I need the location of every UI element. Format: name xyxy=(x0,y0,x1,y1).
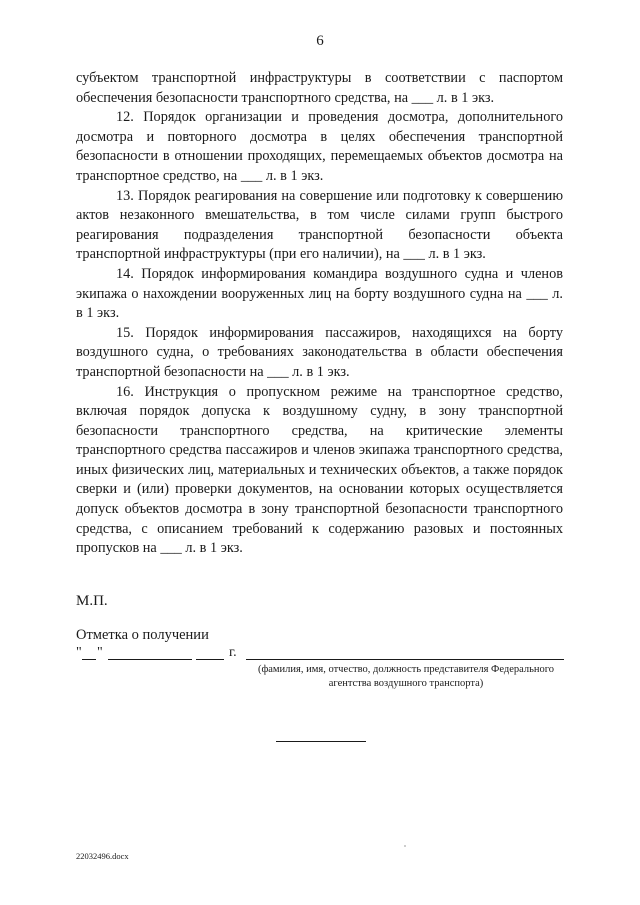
paragraph-item-13: 13. Порядок реагирования на совершение или подготовку к совершению актов незаконного вмешательства, в том числе силами групп быстрого реагирования подразделения транспортной безопасности объекта транспортной инфраструктуры (при его наличии), на ___ л. в 1 экз. xyxy=(76,187,563,263)
day-blank-line xyxy=(82,659,96,660)
year-blank-line xyxy=(196,659,224,660)
day-close-quote: " xyxy=(97,645,103,660)
paragraph-item-14: 14. Порядок информирования командира воздушного судна и членов экипажа о нахождении вооруженных лиц на борту воздушного судна на ___ л. в 1 экз. xyxy=(76,265,563,322)
month-blank-line xyxy=(108,659,192,660)
day-open-quote: " xyxy=(76,645,82,660)
paragraph-item-15: 15. Порядок информирования пассажиров, находящихся на борту воздушного судна, о требованиях законодательства в области обеспечения транспортной безопасности на ___ л. в 1 экз. xyxy=(76,324,563,380)
receipt-label: Отметка о получении xyxy=(76,627,209,643)
footer-filename: 22032496.docx xyxy=(76,851,129,861)
stamp-label: М.П. xyxy=(76,593,108,609)
document-body xyxy=(76,69,563,559)
receipt-date-line xyxy=(76,645,566,665)
signature-blank-line xyxy=(246,659,564,660)
scan-speck xyxy=(404,845,406,847)
paragraph-continuation: субъектом транспортной инфраструктуры в соответствии с паспортом обеспечения безопасности транспортного средства, на ___ л. в 1 экз. xyxy=(76,70,563,106)
paragraph-item-16: 16. Инструкция о пропускном режиме на транспортное средство, включая порядок допуска к воздушному судну, в зону транспортной безопасности транспортного средства, на критические элементы транспортного средства пассажиров и членов экипажа транспортного средства, иных физических лиц, материальных и технических объектов, а также порядок сверки и (или) проверки документов, на основании которых осуществляется допуск объектов досмотра в зону транспортной безопасности транспортного средства, с описанием требований к содержанию разовых и постоянных пропусков на ___ л. в 1 экз. xyxy=(76,383,563,557)
page-number: 6 xyxy=(316,33,324,49)
paragraph-item-12: 12. Порядок организации и проведения досмотра, дополнительного досмотра и повторного досмотра в целях обеспечения транспортной безопасности в отношении проходящих, перемещаемых объектов досмотра на транспортное средство, на ___ л. в 1 экз. xyxy=(76,109,563,184)
separator-line xyxy=(276,741,366,742)
signature-caption: (фамилия, имя, отчество, должность представителя Федерального агентства воздушного транспорта) xyxy=(257,664,555,689)
year-suffix: г. xyxy=(229,645,237,660)
